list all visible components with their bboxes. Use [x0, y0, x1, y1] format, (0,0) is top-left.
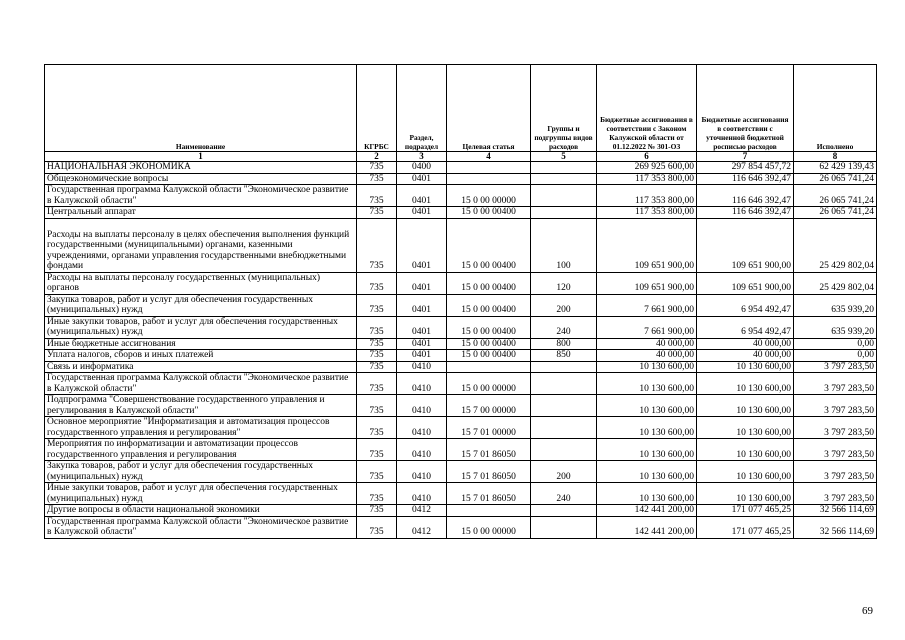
- cell-kgrbs: 735: [357, 316, 397, 338]
- cell-target: 15 7 00 00000: [447, 395, 531, 417]
- cell-razdel: 0410: [397, 373, 447, 395]
- cell-law: 7 661 900,00: [597, 294, 697, 316]
- col-number: 4: [447, 152, 531, 162]
- col-number: 2: [357, 152, 397, 162]
- cell-target: [447, 361, 531, 373]
- col-header-target: Целевая статья: [447, 65, 531, 152]
- cell-razdel: 0401: [397, 218, 447, 272]
- cell-refined: 297 854 457,72: [697, 162, 794, 174]
- table-row: [45, 338, 877, 350]
- table-row: [45, 207, 877, 219]
- table-row: [45, 162, 877, 174]
- cell-name: Расходы на выплаты персоналу государственных (муниципальных) органов: [45, 272, 357, 294]
- cell-razdel: 0401: [397, 207, 447, 219]
- cell-executed: 25 429 802,04: [794, 272, 877, 294]
- table-row: [45, 350, 877, 362]
- cell-executed: 25 429 802,04: [794, 218, 877, 272]
- cell-refined: 171 077 465,25: [697, 516, 794, 538]
- cell-executed: 3 797 283,50: [794, 461, 877, 483]
- cell-vid: [531, 395, 597, 417]
- cell-vid: [531, 373, 597, 395]
- cell-name: Другие вопросы в области национальной экономики: [45, 505, 357, 517]
- table-row: [45, 373, 877, 395]
- cell-kgrbs: 735: [357, 361, 397, 373]
- cell-name: Иные закупки товаров, работ и услуг для обеспечения государственных (муниципальных) нужд: [45, 316, 357, 338]
- cell-vid: [531, 505, 597, 517]
- cell-law: 117 353 800,00: [597, 185, 697, 207]
- cell-kgrbs: 735: [357, 207, 397, 219]
- cell-law: 10 130 600,00: [597, 461, 697, 483]
- cell-executed: 32 566 114,69: [794, 516, 877, 538]
- cell-refined: 10 130 600,00: [697, 395, 794, 417]
- cell-executed: 3 797 283,50: [794, 395, 877, 417]
- cell-executed: 0,00: [794, 350, 877, 362]
- table-row: [45, 516, 877, 538]
- cell-razdel: 0410: [397, 417, 447, 439]
- cell-refined: 116 646 392,47: [697, 207, 794, 219]
- cell-vid: 800: [531, 338, 597, 350]
- cell-kgrbs: 735: [357, 350, 397, 362]
- cell-kgrbs: 735: [357, 272, 397, 294]
- cell-razdel: 0401: [397, 316, 447, 338]
- cell-executed: 3 797 283,50: [794, 361, 877, 373]
- table-row: [45, 294, 877, 316]
- cell-vid: [531, 173, 597, 185]
- cell-kgrbs: 735: [357, 516, 397, 538]
- cell-kgrbs: 735: [357, 417, 397, 439]
- table-row: [45, 272, 877, 294]
- cell-name: Мероприятия по информатизации и автоматизации процессов государственного управления и регулирования: [45, 439, 357, 461]
- cell-executed: 0,00: [794, 338, 877, 350]
- cell-vid: [531, 516, 597, 538]
- cell-razdel: 0401: [397, 185, 447, 207]
- cell-name: НАЦИОНАЛЬНАЯ ЭКОНОМИКА: [45, 162, 357, 174]
- cell-name: Уплата налогов, сборов и иных платежей: [45, 350, 357, 362]
- col-header-kgrbs: КГРБС: [357, 65, 397, 152]
- cell-name: Иные закупки товаров, работ и услуг для обеспечения государственных (муниципальных) нужд: [45, 483, 357, 505]
- col-header-name: Наименование: [45, 65, 357, 152]
- table-row: [45, 395, 877, 417]
- cell-vid: [531, 162, 597, 174]
- cell-razdel: 0410: [397, 461, 447, 483]
- table-row: [45, 505, 877, 517]
- cell-razdel: 0400: [397, 162, 447, 174]
- cell-law: 7 661 900,00: [597, 316, 697, 338]
- cell-refined: 6 954 492,47: [697, 316, 794, 338]
- cell-target: 15 7 01 00000: [447, 417, 531, 439]
- cell-vid: [531, 361, 597, 373]
- cell-refined: 109 651 900,00: [697, 272, 794, 294]
- cell-vid: [531, 417, 597, 439]
- cell-vid: 100: [531, 218, 597, 272]
- cell-law: 10 130 600,00: [597, 439, 697, 461]
- cell-razdel: 0410: [397, 361, 447, 373]
- cell-kgrbs: 735: [357, 505, 397, 517]
- cell-vid: [531, 439, 597, 461]
- cell-name: Закупка товаров, работ и услуг для обеспечения государственных (муниципальных) нужд: [45, 294, 357, 316]
- cell-name: Общеэкономические вопросы: [45, 173, 357, 185]
- cell-target: 15 0 00 00400: [447, 294, 531, 316]
- cell-kgrbs: 735: [357, 185, 397, 207]
- table-row: [45, 417, 877, 439]
- cell-executed: 635 939,20: [794, 294, 877, 316]
- cell-name: Закупка товаров, работ и услуг для обеспечения государственных (муниципальных) нужд: [45, 461, 357, 483]
- cell-name: Центральный аппарат: [45, 207, 357, 219]
- cell-law: 10 130 600,00: [597, 361, 697, 373]
- cell-vid: 200: [531, 294, 597, 316]
- table-row: [45, 461, 877, 483]
- cell-law: 109 651 900,00: [597, 272, 697, 294]
- cell-name: Государственная программа Калужской области "Экономическое развитие в Калужской области": [45, 373, 357, 395]
- cell-target: 15 0 00 00400: [447, 316, 531, 338]
- page-number: 69: [862, 605, 873, 617]
- col-number: 6: [597, 152, 697, 162]
- cell-name: Государственная программа Калужской области "Экономическое развитие в Калужской области": [45, 185, 357, 207]
- table-row: [45, 185, 877, 207]
- cell-razdel: 0410: [397, 395, 447, 417]
- cell-kgrbs: 735: [357, 294, 397, 316]
- cell-target: 15 7 01 86050: [447, 483, 531, 505]
- cell-razdel: 0401: [397, 350, 447, 362]
- cell-razdel: 0401: [397, 272, 447, 294]
- cell-razdel: 0410: [397, 439, 447, 461]
- cell-razdel: 0412: [397, 516, 447, 538]
- cell-law: 117 353 800,00: [597, 207, 697, 219]
- table-row: [45, 218, 877, 272]
- cell-target: 15 7 01 86050: [447, 439, 531, 461]
- table-row: [45, 483, 877, 505]
- cell-executed: 3 797 283,50: [794, 439, 877, 461]
- cell-refined: 40 000,00: [697, 338, 794, 350]
- col-header-refined: Бюджетные ассигнования в соответствии с уточненной бюджетной росписью расходов: [697, 65, 794, 152]
- cell-target: [447, 505, 531, 517]
- cell-executed: 3 797 283,50: [794, 483, 877, 505]
- cell-name: Связь и информатика: [45, 361, 357, 373]
- cell-name: Иные бюджетные ассигнования: [45, 338, 357, 350]
- cell-razdel: 0401: [397, 338, 447, 350]
- cell-law: 10 130 600,00: [597, 483, 697, 505]
- cell-refined: 40 000,00: [697, 350, 794, 362]
- col-header-law: Бюджетные ассигнования в соответствии с Законом Калужской области от 01.12.2022 № 301-ОЗ: [597, 65, 697, 152]
- cell-refined: 116 646 392,47: [697, 185, 794, 207]
- cell-law: 142 441 200,00: [597, 516, 697, 538]
- cell-executed: 635 939,20: [794, 316, 877, 338]
- cell-target: 15 0 00 00000: [447, 185, 531, 207]
- cell-vid: 200: [531, 461, 597, 483]
- cell-executed: 3 797 283,50: [794, 417, 877, 439]
- cell-vid: 850: [531, 350, 597, 362]
- col-number: 5: [531, 152, 597, 162]
- cell-vid: [531, 185, 597, 207]
- cell-refined: 10 130 600,00: [697, 361, 794, 373]
- cell-refined: 10 130 600,00: [697, 373, 794, 395]
- cell-refined: 10 130 600,00: [697, 461, 794, 483]
- cell-executed: 26 065 741,24: [794, 185, 877, 207]
- cell-vid: 120: [531, 272, 597, 294]
- cell-target: 15 0 00 00000: [447, 373, 531, 395]
- cell-vid: [531, 207, 597, 219]
- cell-refined: 10 130 600,00: [697, 439, 794, 461]
- cell-vid: 240: [531, 316, 597, 338]
- cell-executed: 26 065 741,24: [794, 207, 877, 219]
- cell-target: 15 0 00 00400: [447, 272, 531, 294]
- cell-law: 117 353 800,00: [597, 173, 697, 185]
- cell-kgrbs: 735: [357, 338, 397, 350]
- cell-razdel: 0412: [397, 505, 447, 517]
- cell-law: 40 000,00: [597, 350, 697, 362]
- cell-name: Расходы на выплаты персоналу в целях обеспечения выполнения функций государственными (муниципальными) органами, казенными учреждениями, органами управления государственными внебюджетными фондами: [45, 218, 357, 272]
- cell-kgrbs: 735: [357, 162, 397, 174]
- col-number: 7: [697, 152, 794, 162]
- header-row: [45, 65, 877, 152]
- cell-executed: 62 429 139,43: [794, 162, 877, 174]
- table-row: [45, 439, 877, 461]
- cell-executed: 3 797 283,50: [794, 373, 877, 395]
- cell-refined: 10 130 600,00: [697, 483, 794, 505]
- cell-razdel: 0410: [397, 483, 447, 505]
- col-number: 3: [397, 152, 447, 162]
- cell-target: [447, 162, 531, 174]
- cell-name: Государственная программа Калужской области "Экономическое развитие в Калужской области": [45, 516, 357, 538]
- cell-razdel: 0401: [397, 294, 447, 316]
- cell-kgrbs: 735: [357, 373, 397, 395]
- cell-law: 109 651 900,00: [597, 218, 697, 272]
- cell-law: 269 925 600,00: [597, 162, 697, 174]
- cell-target: [447, 173, 531, 185]
- cell-target: 15 0 00 00000: [447, 516, 531, 538]
- cell-kgrbs: 735: [357, 218, 397, 272]
- cell-refined: 116 646 392,47: [697, 173, 794, 185]
- cell-law: 40 000,00: [597, 338, 697, 350]
- cell-law: 10 130 600,00: [597, 373, 697, 395]
- cell-name: Подпрограмма "Совершенствование государственного управления и регулирования в Калужской области": [45, 395, 357, 417]
- cell-target: 15 0 00 00400: [447, 350, 531, 362]
- cell-vid: 240: [531, 483, 597, 505]
- col-header-executed: Исполнено: [794, 65, 877, 152]
- table-row: [45, 173, 877, 185]
- cell-name: Основное мероприятие "Информатизация и автоматизация процессов государственного управления и регулирования": [45, 417, 357, 439]
- cell-kgrbs: 735: [357, 483, 397, 505]
- cell-target: 15 0 00 00400: [447, 218, 531, 272]
- cell-kgrbs: 735: [357, 461, 397, 483]
- cell-refined: 109 651 900,00: [697, 218, 794, 272]
- col-number: 8: [794, 152, 877, 162]
- cell-law: 142 441 200,00: [597, 505, 697, 517]
- cell-target: 15 0 00 00400: [447, 207, 531, 219]
- col-header-razdel: Раздел, подраздел: [397, 65, 447, 152]
- cell-refined: 10 130 600,00: [697, 417, 794, 439]
- cell-refined: 171 077 465,25: [697, 505, 794, 517]
- col-number: 1: [45, 152, 357, 162]
- col-header-vid: Группы и подгруппы видов расходов: [531, 65, 597, 152]
- cell-law: 10 130 600,00: [597, 395, 697, 417]
- cell-kgrbs: 735: [357, 439, 397, 461]
- cell-refined: 6 954 492,47: [697, 294, 794, 316]
- cell-target: 15 7 01 86050: [447, 461, 531, 483]
- column-numbers-row: [45, 152, 877, 162]
- table-row: [45, 361, 877, 373]
- cell-law: 10 130 600,00: [597, 417, 697, 439]
- cell-executed: 26 065 741,24: [794, 173, 877, 185]
- cell-kgrbs: 735: [357, 395, 397, 417]
- table-row: [45, 316, 877, 338]
- cell-executed: 32 566 114,69: [794, 505, 877, 517]
- cell-target: 15 0 00 00400: [447, 338, 531, 350]
- cell-kgrbs: 735: [357, 173, 397, 185]
- budget-table: [44, 64, 877, 539]
- cell-razdel: 0401: [397, 173, 447, 185]
